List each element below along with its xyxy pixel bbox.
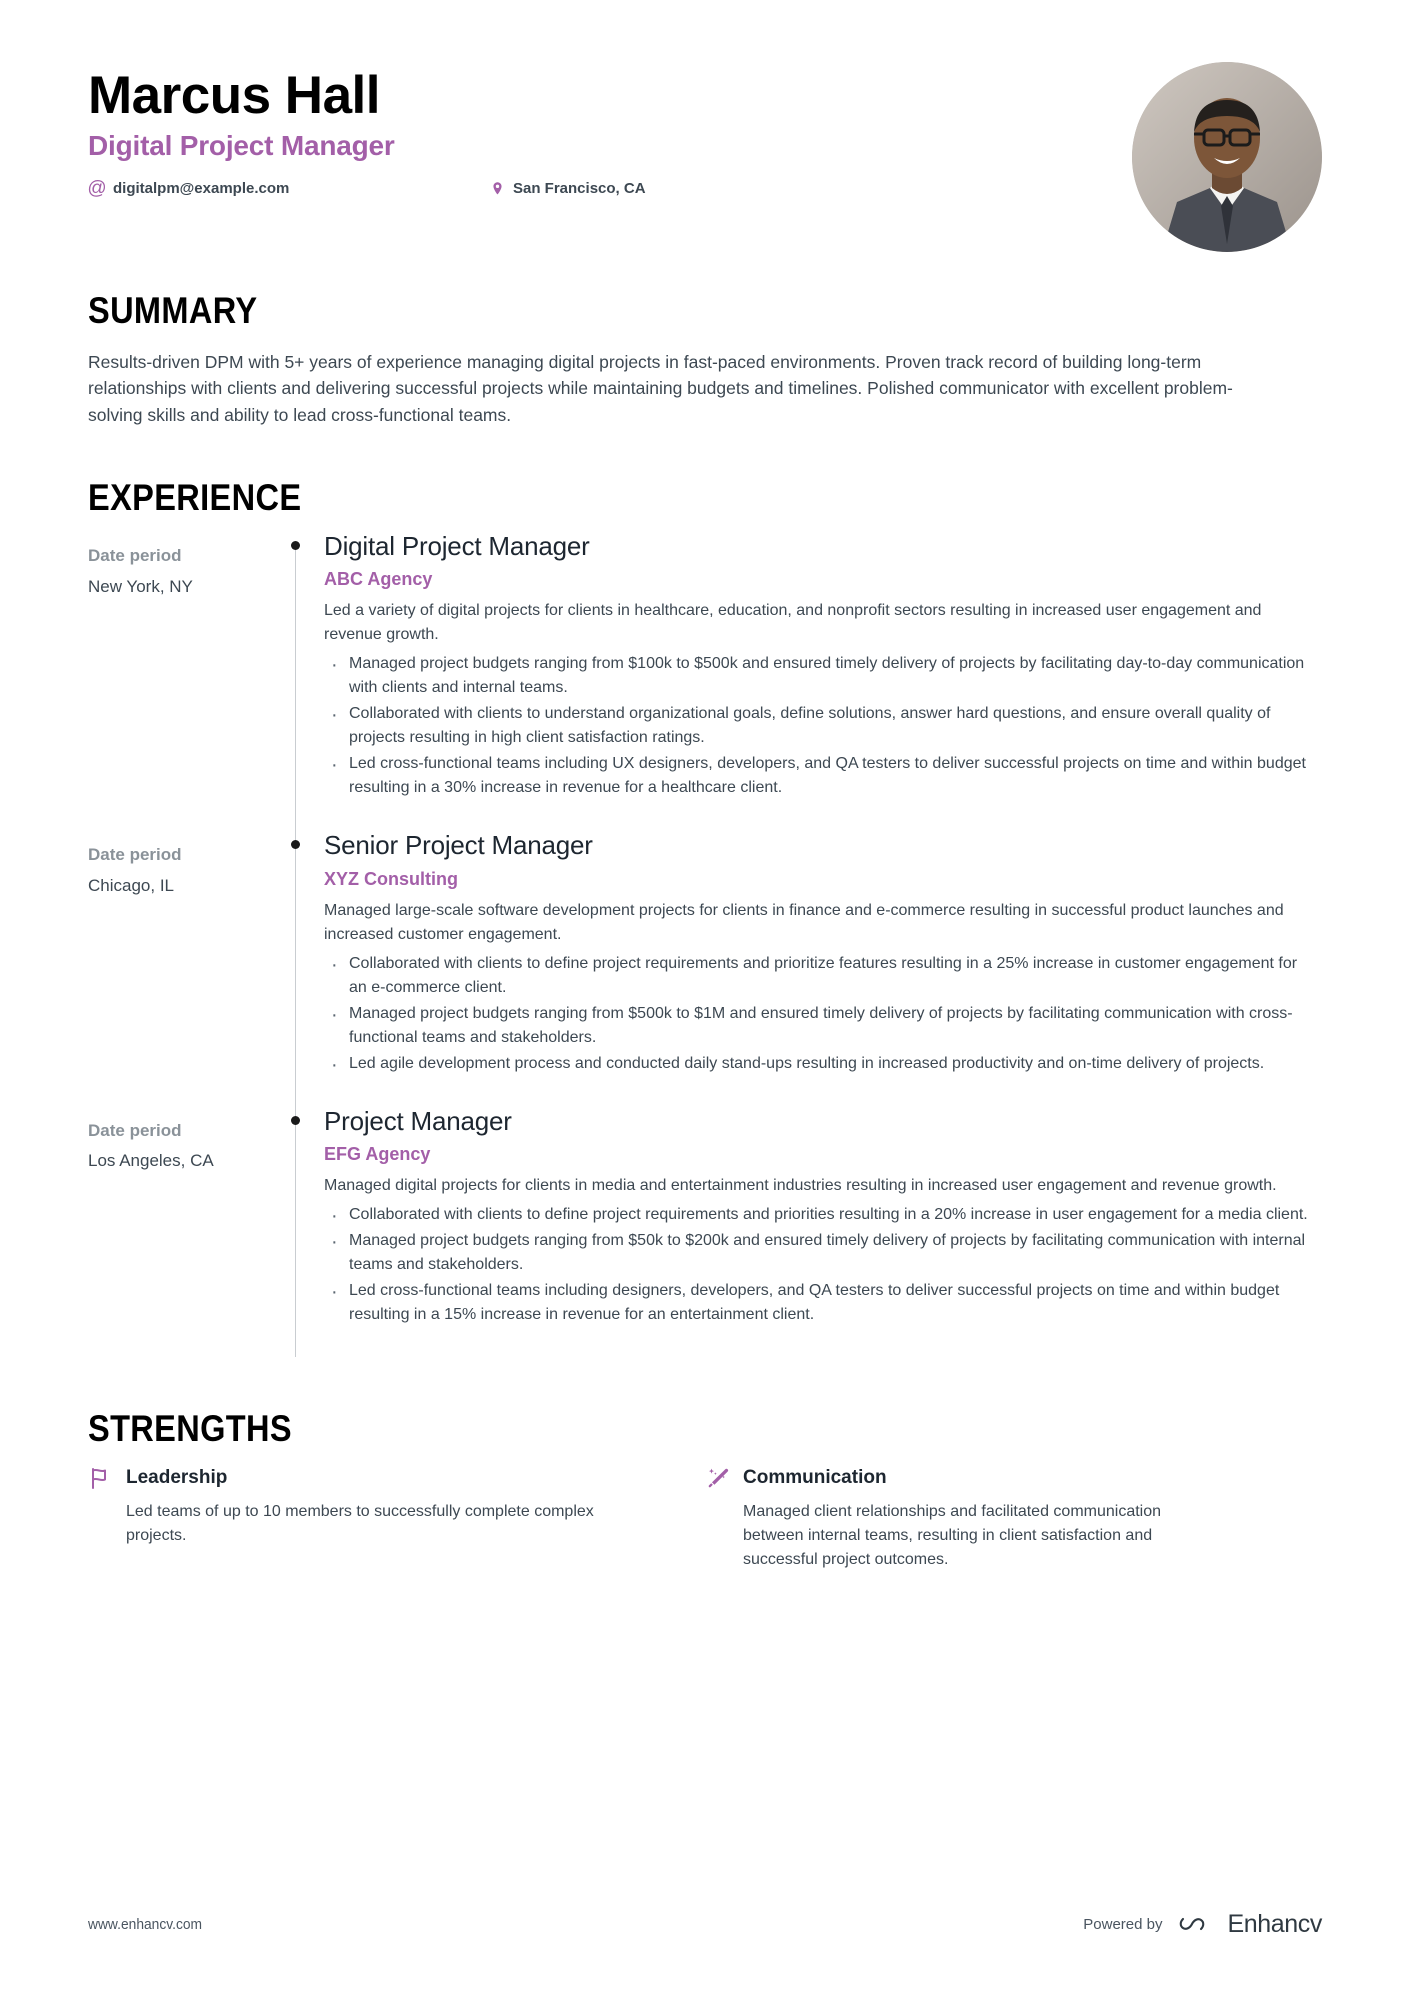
- experience-entry-body: [324, 1106, 1322, 1357]
- experience-bullet-list: [324, 652, 1312, 800]
- experience-bullet: · Led agile development process and conducted daily stand-ups resulting in increased productivity and on-time delivery of projects.: [324, 1052, 1312, 1076]
- experience-company: XYZ Consulting: [324, 868, 458, 889]
- experience-entry-meta: [88, 1106, 284, 1357]
- experience-date: Date period: [88, 1120, 182, 1140]
- strengths-section-title: STRENGTHS: [88, 1407, 292, 1449]
- page-title: Marcus Hall: [88, 66, 381, 125]
- experience-entry-meta: [88, 531, 284, 830]
- timeline-dot-icon: [291, 840, 300, 849]
- experience-location: New York, NY: [88, 576, 193, 596]
- header-job-title: Digital Project Manager: [88, 129, 395, 161]
- strength-item: [88, 1465, 705, 1572]
- experience-company: ABC Agency: [324, 569, 433, 590]
- experience-job-title: Project Manager: [324, 1105, 512, 1136]
- timeline-dot-icon: [291, 1116, 300, 1125]
- experience-bullet: · Managed project budgets ranging from $500k to $1M and ensured timely delivery of projects by facilitating communication with cross-functional teams and stakeholders.: [324, 1002, 1312, 1050]
- experience-bullet-list: [324, 1203, 1312, 1327]
- footer-brand-block: [1083, 1910, 1322, 1939]
- experience-description: Managed digital projects for clients in media and entertainment industries resulting in increased user engagement and revenue growth.: [324, 1176, 1277, 1194]
- resume-header: [88, 62, 1322, 277]
- summary-text: Results-driven DPM with 5+ years of experience managing digital projects in fast-paced environments. Proven track record of building long-term relationships with clients and delivering successful projects while maintaining budgets and timelines. Polished communicator with excellent problem-solving skills and ability to lead cross-functional teams.: [88, 351, 1233, 425]
- timeline-line: [295, 545, 296, 830]
- strengths-section: [88, 1409, 1322, 1573]
- experience-entry-body: [324, 830, 1322, 1105]
- timeline-dot-icon: [291, 541, 300, 550]
- avatar: [1132, 62, 1322, 252]
- contact-email-text: digitalpm@example.com: [113, 180, 290, 198]
- powered-by-label: Powered by: [1083, 1915, 1163, 1933]
- magic-wand-icon: [705, 1465, 731, 1491]
- contact-email[interactable]: [88, 180, 488, 198]
- enhancv-logo: [1179, 1910, 1323, 1939]
- experience-timeline: [284, 830, 324, 1105]
- experience-location: Chicago, IL: [88, 875, 174, 895]
- experience-bullet: · Led cross-functional teams including designers, developers, and QA testers to deliver successful projects on time and within budget resulting in a 15% increase in revenue for an entertainment client.: [324, 1279, 1312, 1327]
- timeline-line: [295, 830, 296, 1105]
- experience-entry: [88, 830, 1322, 1105]
- contact-row: [88, 178, 646, 200]
- experience-description: Led a variety of digital projects for clients in healthcare, education, and nonprofit sectors resulting in increased user engagement and revenue growth.: [324, 602, 1262, 644]
- at-icon: @: [87, 178, 107, 200]
- experience-bullet: · Collaborated with clients to understand organizational goals, define solutions, answer hard questions, and ensure overall quality of projects resulting in high client satisfaction ratings.: [324, 702, 1312, 750]
- experience-company: EFG Agency: [324, 1143, 431, 1164]
- experience-job-title: Senior Project Manager: [324, 830, 593, 861]
- experience-section-title: EXPERIENCE: [88, 477, 302, 519]
- enhancv-mark-icon: [1179, 1912, 1219, 1936]
- footer-website-link[interactable]: www.enhancv.com: [88, 1915, 203, 1933]
- experience-location: Los Angeles, CA: [88, 1151, 214, 1171]
- flag-icon: [88, 1465, 114, 1491]
- experience-bullet: · Managed project budgets ranging from $100k to $500k and ensured timely delivery of projects by facilitating day-to-day communication with clients and internal teams.: [324, 652, 1312, 700]
- contact-location: [488, 180, 646, 198]
- enhancv-wordmark: Enhancv: [1227, 1909, 1322, 1938]
- experience-date: Date period: [88, 546, 182, 566]
- experience-bullet: · Managed project budgets ranging from $50k to $200k and ensured timely delivery of projects by facilitating communication with internal teams and stakeholders.: [324, 1229, 1312, 1277]
- contact-location-text: San Francisco, CA: [513, 180, 646, 198]
- strength-header: [705, 1465, 1252, 1491]
- experience-date: Date period: [88, 845, 182, 865]
- summary-section-title: SUMMARY: [88, 290, 258, 331]
- experience-bullet: · Collaborated with clients to define project requirements and priorities resulting in a 20% increase in user engagement for a media client.: [324, 1203, 1312, 1227]
- strength-name: Leadership: [126, 1467, 228, 1489]
- experience-section: [88, 478, 1322, 1356]
- experience-entry: [88, 1106, 1322, 1357]
- experience-bullet: · Collaborated with clients to define project requirements and prioritize features resulting in a 25% increase in customer engagement for an e-commerce client.: [324, 952, 1312, 1000]
- strength-header: [88, 1465, 635, 1491]
- experience-entry-body: [324, 531, 1322, 830]
- experience-bullet: · Led cross-functional teams including UX designers, developers, and QA testers to deliver successful projects on time and within budget resulting in a 30% increase in revenue for a healthcare client.: [324, 752, 1312, 800]
- experience-list: [88, 531, 1322, 1357]
- page-footer: [88, 1909, 1322, 1939]
- strength-item: [705, 1465, 1322, 1572]
- strength-name: Communication: [743, 1467, 887, 1489]
- strength-description: Led teams of up to 10 members to successfully complete complex projects.: [126, 1503, 594, 1545]
- strengths-grid: [88, 1465, 1322, 1572]
- strength-description: Managed client relationships and facilitated communication between internal teams, resulting in client satisfaction and successful project outcomes.: [743, 1503, 1162, 1569]
- experience-description: Managed large-scale software development projects for clients in finance and e-commerce resulting in successful product launches and increased customer engagement.: [324, 901, 1284, 943]
- experience-entry: [88, 531, 1322, 830]
- experience-job-title: Digital Project Manager: [324, 531, 590, 562]
- experience-timeline: [284, 531, 324, 830]
- experience-timeline: [284, 1106, 324, 1357]
- experience-bullet-list: [324, 952, 1312, 1076]
- experience-entry-meta: [88, 830, 284, 1105]
- timeline-line: [295, 1106, 296, 1357]
- summary-section: [88, 291, 1322, 428]
- header-text-block: [88, 62, 646, 200]
- map-pin-icon: [488, 180, 506, 198]
